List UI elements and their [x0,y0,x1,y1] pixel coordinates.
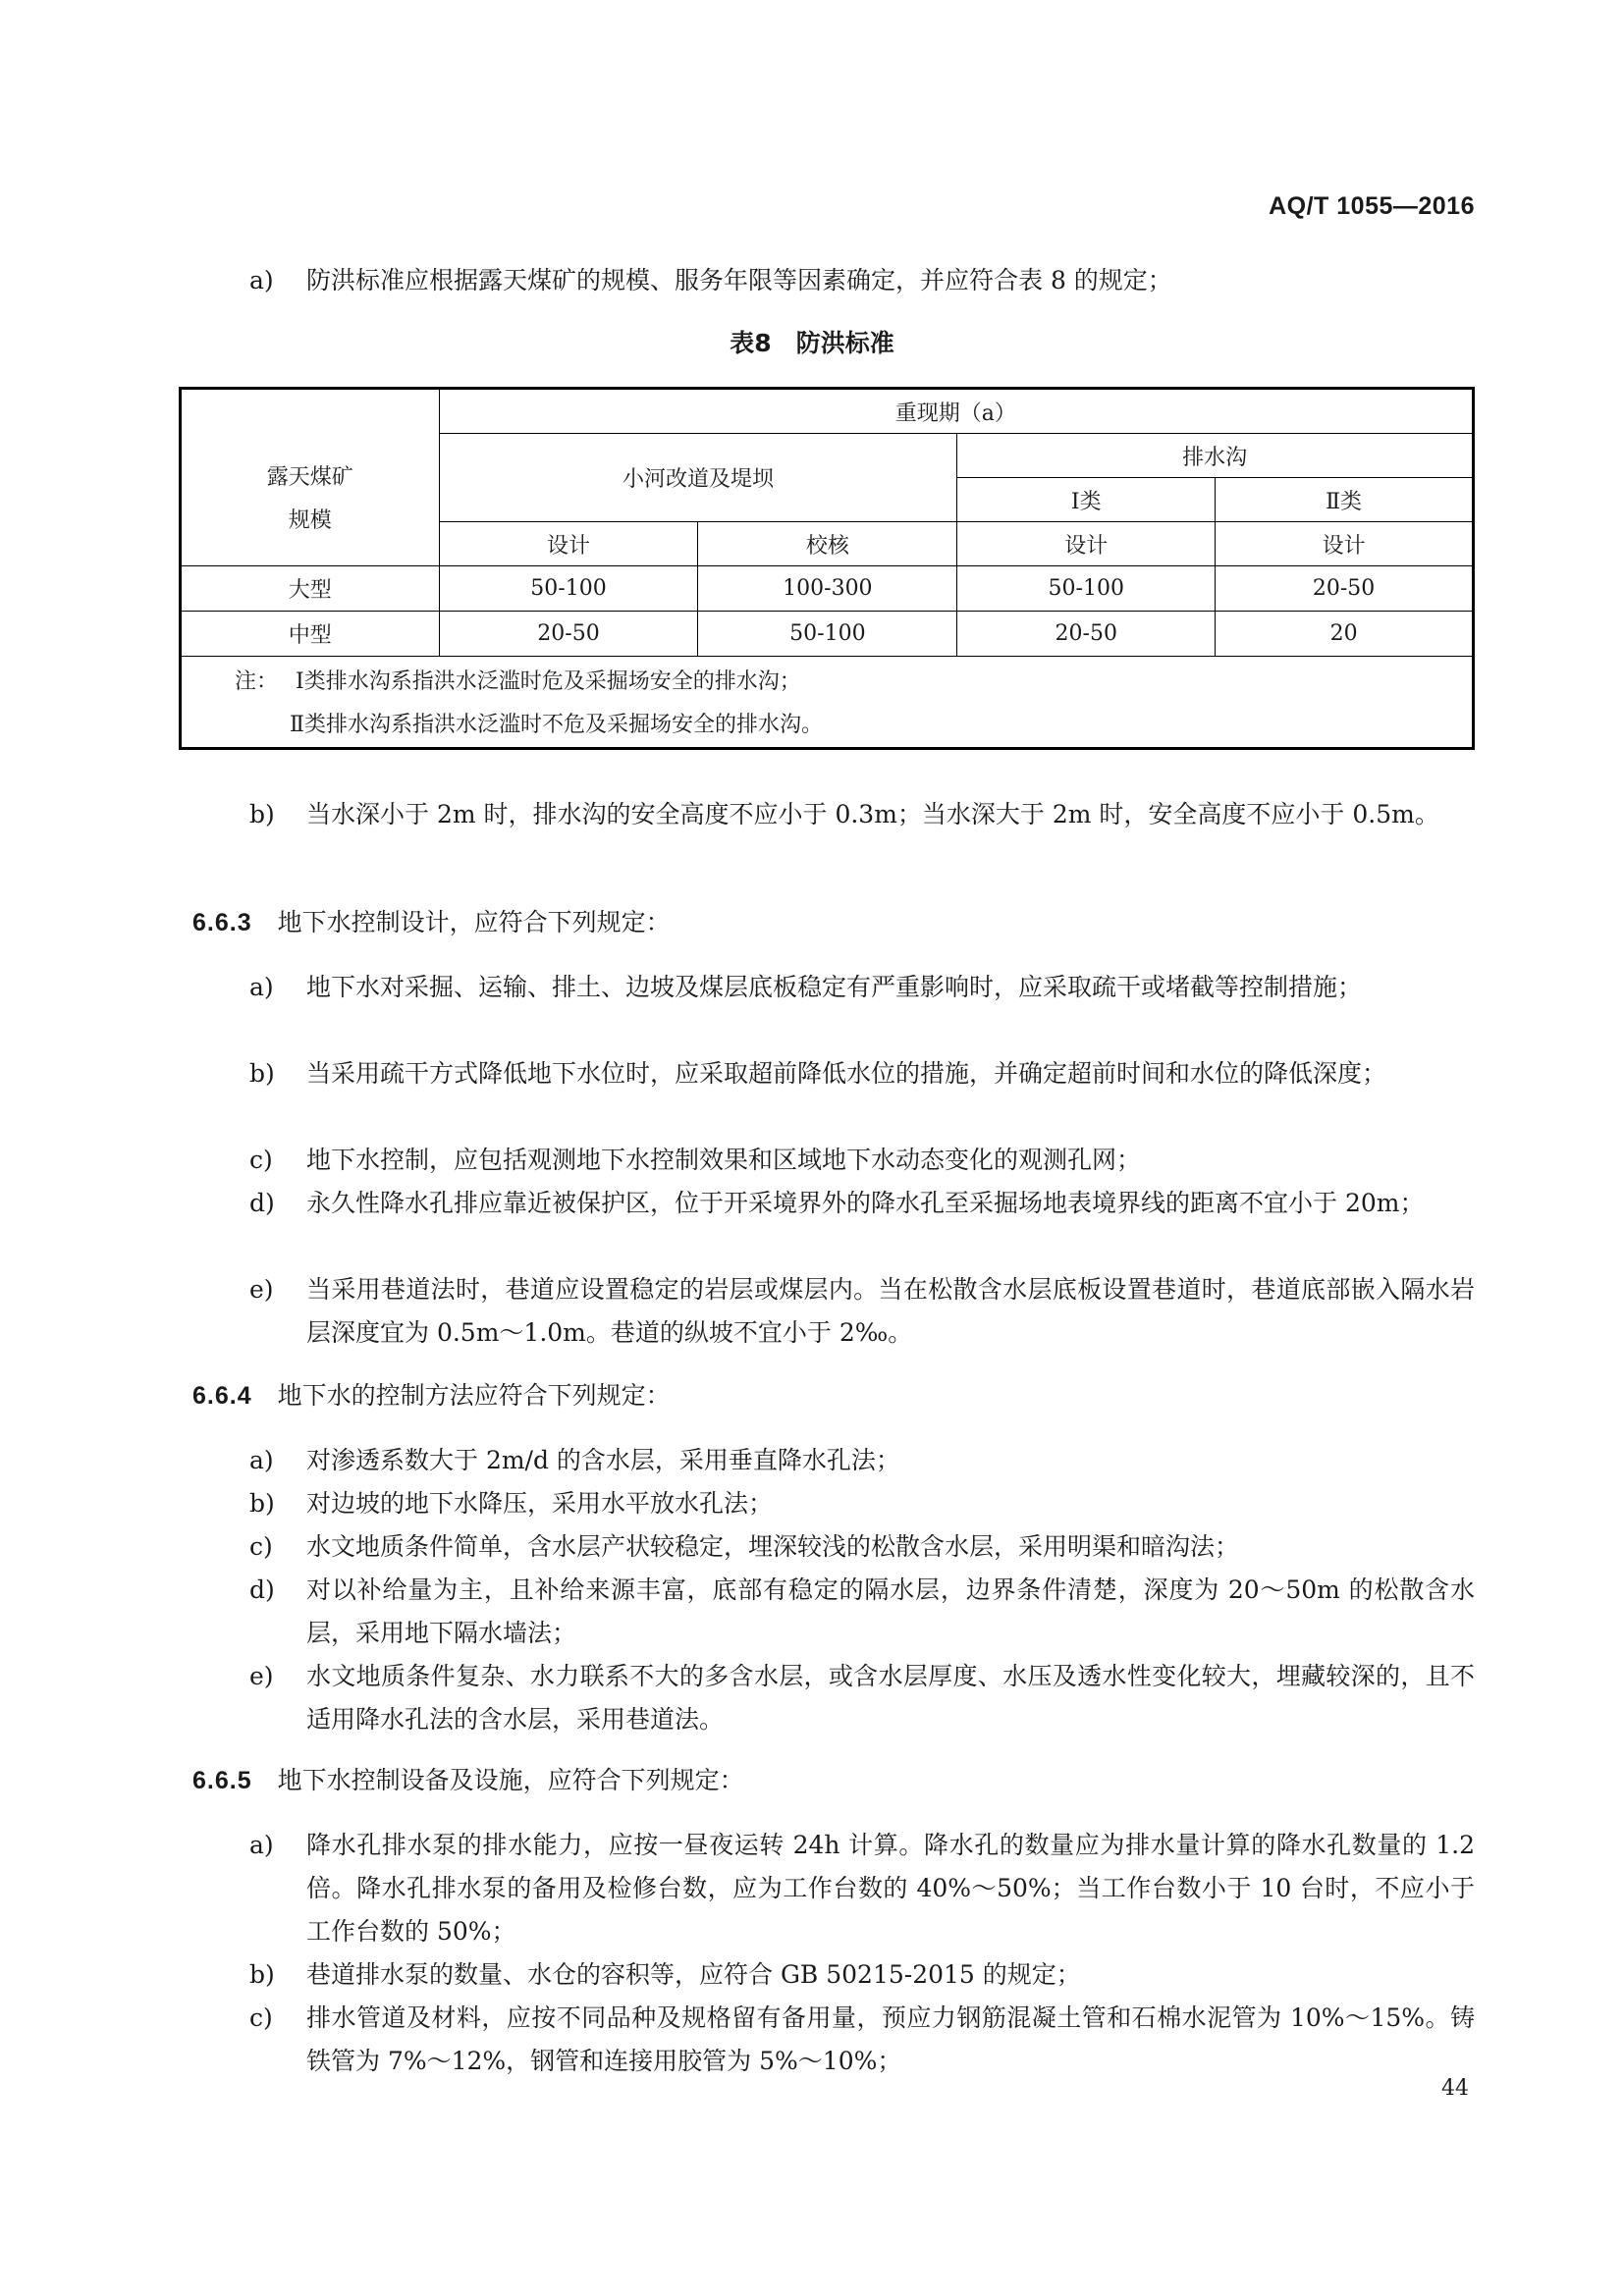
item-text: 地下水控制，应包括观测地下水控制效果和区域地下水动态变化的观测孔网； [306,1146,1142,1174]
section-number: 6.6.5 [192,1767,252,1794]
item-label: d) [249,1575,275,1604]
item-label: c) [249,2003,273,2032]
table-row [181,566,1474,612]
value-cell: 20-50 [957,612,1216,657]
item-text: 排水管道及材料，应按不同品种及规格留有备用量，预应力钢筋混凝土管和石棉水泥管为 10%～15%。铸铁管为 7%～12%，钢管和连接用胶管为 5%～10%； [306,2003,1475,2075]
row-header-label: 露天煤矿 规模 [266,464,353,533]
page-number: 44 [1441,2076,1469,2101]
section-text: 地下水的控制方法应符合下列规定： [277,1381,671,1410]
class2-header: Ⅱ类 [1216,478,1474,522]
item-text: 地下水对采掘、运输、排土、边坡及煤层底板稳定有严重影响时，应采取疏干或堵截等控制措施； [306,973,1363,1001]
value-cell: 50-100 [957,566,1216,612]
ditch-header: 排水沟 [957,434,1474,478]
value-cell: 20-50 [439,612,698,657]
check-header: 校核 [698,522,957,566]
section-6-6-4 [192,1374,671,1417]
item-text: 当采用疏干方式降低地下水位时，应采取超前降低水位的措施，并确定超前时间和水位的降低深度； [306,1059,1387,1088]
section-6-6-5 [192,1759,744,1802]
design-header: 设计 [957,522,1216,566]
table-row [181,612,1474,657]
item-label: b) [249,800,275,828]
scale-cell: 中型 [181,612,440,657]
item-text: 对渗透系数大于 2m/d 的含水层，采用垂直降水孔法； [306,1446,900,1474]
item-label: b) [249,1489,275,1518]
design-header: 设计 [1216,522,1474,566]
item-label: a) [249,1831,274,1859]
recurrence-header: 重现期（a） [439,389,1473,434]
item-text: 防洪标准应根据露天煤矿的规模、服务年限等因素确定，并应符合表 8 的规定； [306,266,1172,294]
value-cell: 50-100 [698,612,957,657]
table-note [181,657,1474,749]
item-label: d) [249,1189,275,1217]
note-line-2: Ⅱ类排水沟系指洪水泛滥时不危及采掘场安全的排水沟。 [290,713,823,737]
item-text: 降水孔排水泵的排水能力，应按一昼夜运转 24h 计算。降水孔的数量应为排水量计算的降水孔数量的 1.2 倍。降水孔排水泵的备用及检修台数，应为工作台数的 40%～50%；当工作台数小于 10 台时，不应小于工作台数的 50%； [306,1831,1475,1946]
item-text: 对边坡的地下水降压，采用水平放水孔法； [306,1489,774,1518]
flood-standard-table [179,387,1475,750]
value-cell: 20-50 [1216,566,1474,612]
item-label: e) [249,1275,274,1304]
item-text: 对以补给量为主，且补给来源丰富，底部有稳定的隔水层，边界条件清楚，深度为 20～50m 的松散含水层，采用地下隔水墙法； [306,1575,1475,1647]
section-text: 地下水控制设备及设施，应符合下列规定： [277,1766,744,1794]
item-label: b) [249,1960,275,1989]
item-text: 当水深小于 2m 时，排水沟的安全高度不应小于 0.3m；当水深大于 2m 时，安全高度不应小于 0.5m。 [306,800,1439,828]
row-header-cell [181,389,440,566]
item-label: e) [249,1662,274,1690]
item-label: a) [249,1446,274,1474]
item-text: 当采用巷道法时，巷道应设置稳定的岩层或煤层内。当在松散含水层底板设置巷道时，巷道底部嵌入隔水岩层深度宜为 0.5m～1.0m。巷道的纵坡不宜小于 2‰。 [306,1275,1475,1347]
value-cell: 20 [1216,612,1474,657]
item-text: 永久性降水孔排应靠近被保护区，位于开采境界外的降水孔至采掘场地表境界线的距离不宜小于 20m； [306,1189,1425,1217]
item-label: a) [249,973,274,1001]
item-label: c) [249,1532,273,1561]
scale-cell: 大型 [181,566,440,612]
section-6-6-3 [192,901,671,944]
standard-code: AQ/T 1055—2016 [1269,192,1475,220]
section-number: 6.6.3 [192,909,252,936]
item-label: b) [249,1059,275,1088]
item-text: 水文地质条件简单，含水层产状较稳定，埋深较浅的松散含水层，采用明渠和暗沟法； [306,1532,1240,1561]
table-title: 表8 防洪标准 [730,329,894,357]
item-label: a) [249,266,274,294]
river-header: 小河改道及堤坝 [439,434,957,522]
note-label: 注： [235,669,279,694]
item-text: 水文地质条件复杂、水力联系不大的多含水层，或含水层厚度、水压及透水性变化较大，埋藏较深的，且不适用降水孔法的含水层，采用巷道法。 [306,1662,1475,1734]
item-label: c) [249,1146,273,1174]
note-line-1: Ⅰ类排水沟系指洪水泛滥时危及采掘场安全的排水沟； [296,669,801,694]
class1-header: Ⅰ类 [957,478,1216,522]
item-text: 巷道排水泵的数量、水仓的容积等，应符合 GB 50215-2015 的规定； [306,1960,1081,1989]
design-header: 设计 [439,522,698,566]
value-cell: 100-300 [698,566,957,612]
value-cell: 50-100 [439,566,698,612]
section-number: 6.6.4 [192,1382,252,1410]
section-text: 地下水控制设计，应符合下列规定： [277,908,671,936]
